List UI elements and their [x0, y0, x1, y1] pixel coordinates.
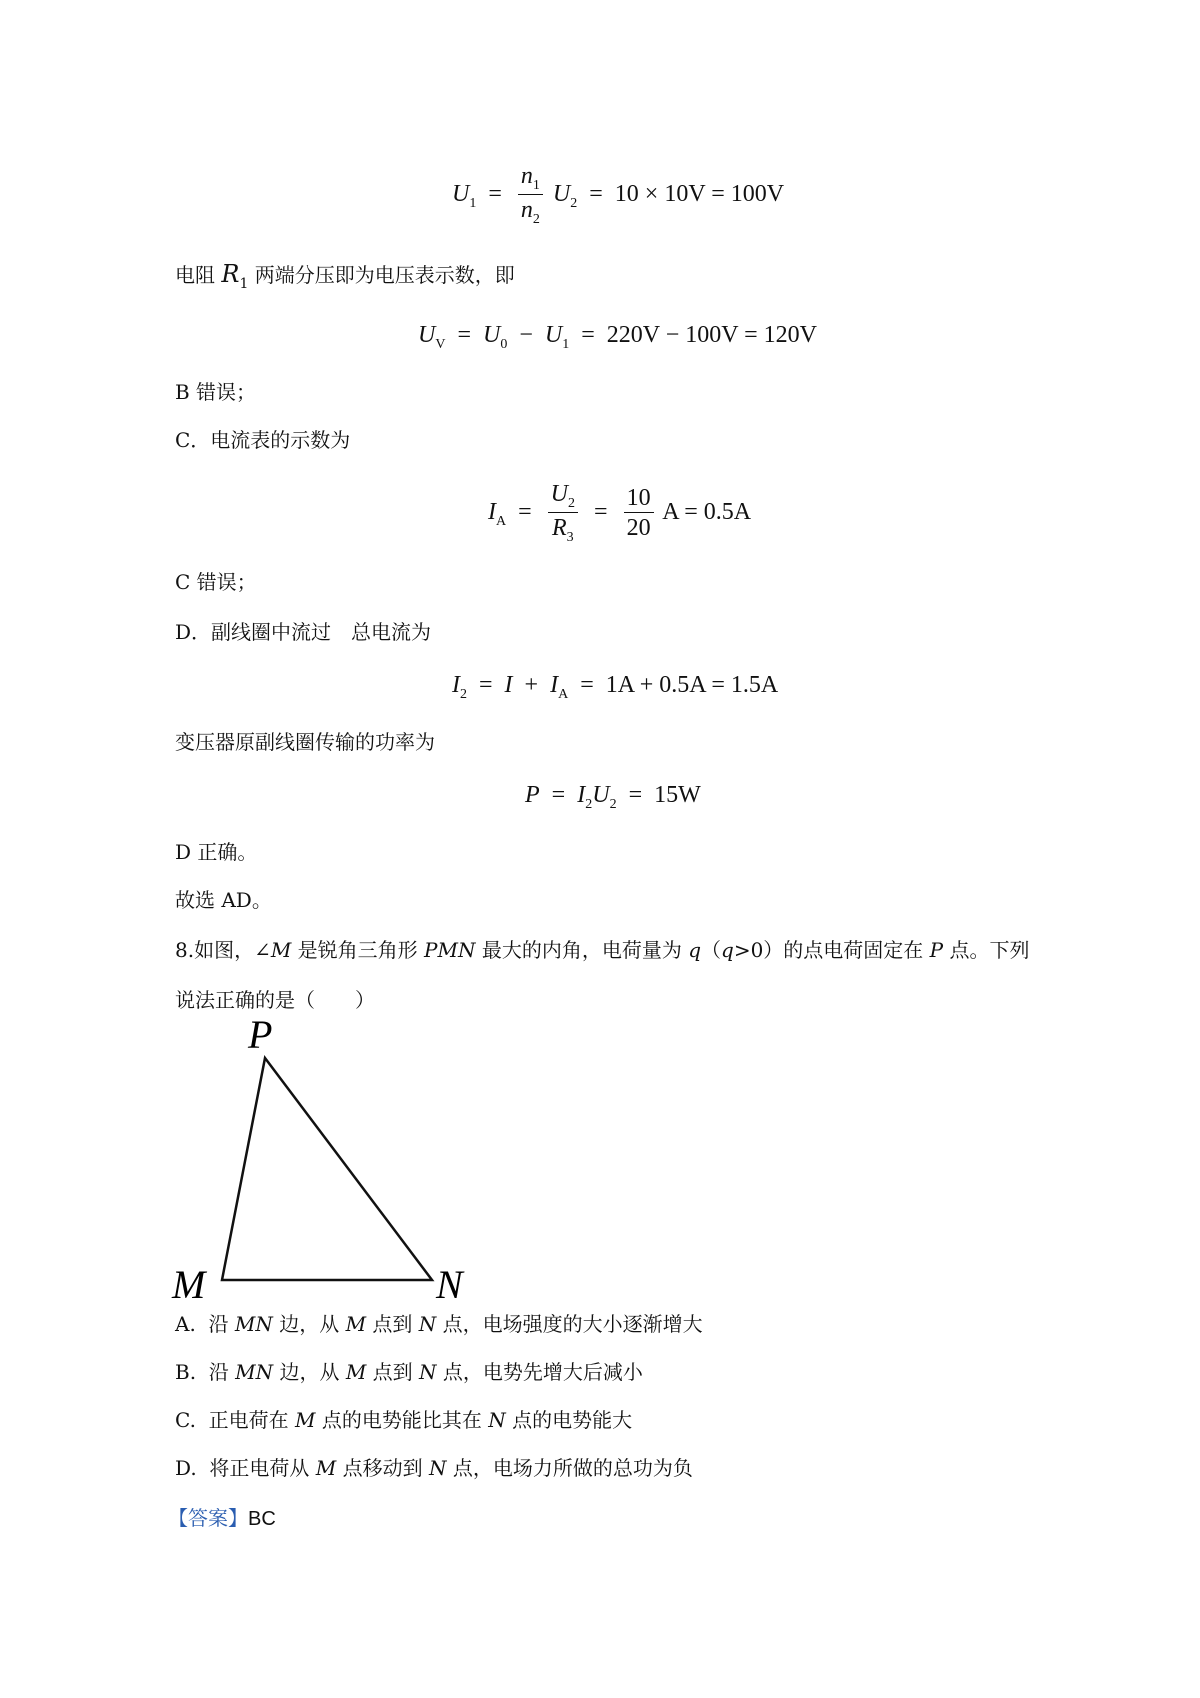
var-n: N [419, 1360, 437, 1384]
text: 点的电势能比其在 [315, 1408, 489, 1432]
power-line: 变压器原副线圈传输的功率为 [175, 730, 435, 754]
sub: 2 [609, 797, 617, 812]
equation-ia [488, 480, 751, 547]
var-mn: MN [234, 1312, 273, 1336]
var-p: P [929, 938, 944, 962]
text: 点，电场强度的大小逐渐增大 [436, 1312, 703, 1336]
fraction-u2-r3 [548, 480, 578, 547]
var-q: q [721, 938, 734, 962]
var-m: M [345, 1360, 367, 1384]
var-u: U [544, 322, 563, 348]
text: 点，电势先增大后减小 [436, 1360, 643, 1384]
fraction-n1-n2 [518, 162, 543, 229]
denominator [518, 195, 543, 229]
equation-rhs: 10 × 10V = 100V [614, 181, 785, 208]
text: 8.如图，∠ [175, 938, 271, 962]
answer-label: 【答案】 [168, 1506, 248, 1530]
text: 沿 [208, 1312, 235, 1336]
text: 点到 [366, 1360, 420, 1384]
text: 是锐角三角形 [291, 938, 425, 962]
denominator: 20 [626, 515, 651, 541]
label-n: N [436, 1262, 463, 1300]
text: 电阻 [175, 263, 222, 287]
var-q: q [688, 938, 702, 962]
sub: V [435, 337, 446, 352]
text: 正电荷在 [208, 1408, 296, 1432]
equals-sign: = [551, 782, 566, 808]
option-letter: A. [175, 1312, 196, 1336]
sub: 2 [532, 212, 540, 227]
sub: 1 [469, 196, 477, 212]
equation-power [525, 780, 701, 814]
numerator: 10 [624, 484, 654, 513]
var-n: n [520, 163, 533, 189]
var-mn: MN [235, 1360, 274, 1384]
text: 沿 [208, 1360, 236, 1384]
var-u: U [552, 181, 571, 208]
text: 边，从 [273, 1360, 346, 1384]
label-m: M [172, 1262, 206, 1300]
text: 点的电势能大 [505, 1408, 633, 1432]
b-wrong-line: B 错误； [175, 380, 257, 404]
question-8-line2: 说法正确的是（ ） [175, 988, 375, 1012]
text: >0）的点电荷固定在 [733, 938, 930, 962]
var-m: M [270, 938, 292, 962]
var-u: U [550, 481, 569, 507]
var-m: M [295, 1408, 316, 1432]
denominator [549, 513, 577, 547]
sub: 1 [532, 178, 540, 193]
equals-sign: = [488, 181, 502, 208]
plus-sign: + [524, 672, 539, 698]
d-correct-line: D 正确。 [175, 840, 258, 864]
option-c [175, 1406, 632, 1434]
sub: 1 [239, 276, 249, 292]
sub: A [496, 514, 507, 530]
equals-sign: = [457, 322, 472, 348]
equals-sign: = [580, 672, 594, 698]
option-d [175, 1454, 693, 1482]
answer-value: BC [248, 1508, 276, 1530]
question-8-line1 [175, 936, 1030, 964]
option-b [175, 1358, 643, 1386]
equation-i2 [452, 670, 778, 704]
r1-text-line [175, 260, 515, 292]
sub: A [558, 687, 569, 702]
sub: 1 [562, 337, 570, 352]
label-p: P [248, 1012, 273, 1057]
equation-rhs: 15W [654, 782, 701, 808]
var-pmn: PMN [424, 938, 476, 962]
var-i: I [452, 672, 460, 698]
var-r: R [221, 260, 240, 288]
var-m: M [315, 1456, 337, 1480]
option-letter: C. [175, 1408, 196, 1432]
text: 点。下列 [943, 938, 1030, 962]
equation-u1 [452, 162, 784, 229]
triangle-pmn [222, 1058, 432, 1280]
option-a [175, 1310, 703, 1338]
var-p: P [525, 782, 540, 808]
equation-rhs: A = 0.5A [662, 499, 752, 526]
text: 将正电荷从 [209, 1456, 316, 1480]
fraction-10-20 [624, 484, 654, 543]
text: （ [701, 938, 722, 962]
sub: 2 [585, 797, 593, 812]
numerator [548, 480, 578, 513]
c-wrong-line: C 错误； [175, 570, 257, 594]
text: 边，从 [272, 1312, 346, 1336]
option-letter: B. [175, 1360, 197, 1384]
text: 点移动到 [336, 1456, 429, 1480]
text: 最大的内角，电荷量为 [475, 938, 689, 962]
equation-uv [418, 320, 817, 354]
var-n: N [488, 1408, 506, 1432]
minus-sign: − [519, 322, 533, 348]
sub: 3 [566, 530, 574, 545]
sub: 2 [570, 196, 578, 212]
option-letter: D. [175, 1456, 197, 1480]
var-i: I [577, 782, 586, 808]
sub: 2 [568, 496, 576, 511]
var-i: I [488, 499, 496, 526]
equals-sign: = [628, 782, 643, 808]
var-n: N [428, 1456, 447, 1480]
text: 点，电场力所做的总功为负 [446, 1456, 693, 1480]
equals-sign: = [479, 672, 493, 698]
text: 点到 [366, 1312, 419, 1336]
var-n: N [418, 1312, 437, 1336]
c-line: C．电流表的示数为 [175, 428, 351, 452]
answer-line [168, 1504, 276, 1533]
var-i: I [504, 672, 513, 698]
d-line: D．副线圈中流过 总电流为 [175, 620, 432, 644]
equals-sign: = [518, 499, 532, 526]
equation-rhs: 1A + 0.5A = 1.5A [605, 672, 779, 698]
sub: 0 [500, 337, 508, 352]
var-r: R [552, 515, 567, 541]
equals-sign: = [589, 181, 603, 208]
equals-sign: = [581, 322, 595, 348]
var-i: I [550, 672, 559, 698]
var-u: U [592, 782, 610, 808]
equation-rhs: 220V − 100V = 120V [606, 322, 817, 348]
choose-line: 故选 AD。 [175, 888, 272, 912]
sub: 2 [460, 687, 467, 702]
var-u: U [452, 181, 470, 208]
text: 两端分压即为电压表示数，即 [248, 263, 515, 287]
var-n: n [520, 197, 533, 223]
var-u: U [483, 322, 501, 348]
triangle-pmn-figure [170, 1010, 490, 1300]
equals-sign: = [594, 499, 608, 526]
var-m: M [345, 1312, 367, 1336]
var-u: U [418, 322, 436, 348]
numerator [518, 162, 543, 195]
